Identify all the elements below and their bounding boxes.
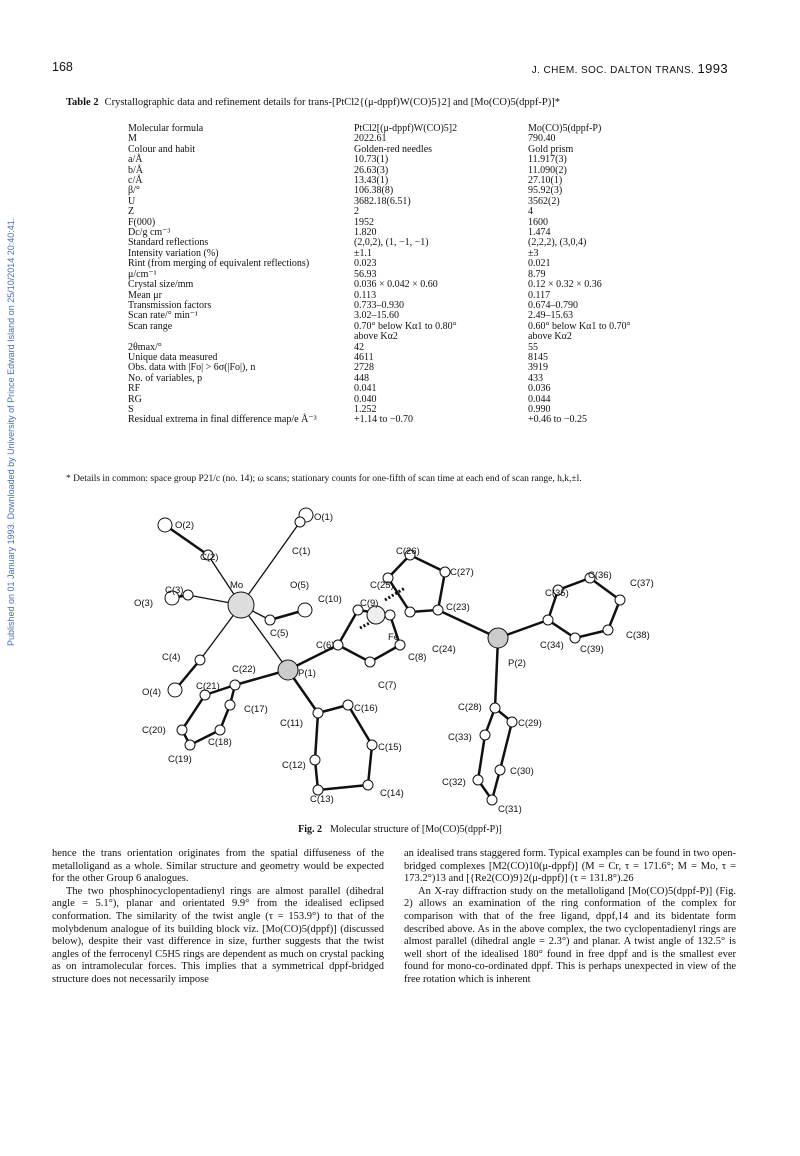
parameter-name: Residual extrema in final difference map/e Å⁻³	[128, 414, 317, 426]
parameter-value: 1.820	[354, 227, 377, 239]
parameter-value: 42	[354, 341, 364, 353]
parameter-value: 13.43(1)	[354, 175, 389, 187]
table-row	[128, 332, 631, 342]
atom-label: P(2)	[508, 658, 526, 669]
parameter-name: Mean μr	[128, 289, 162, 301]
atom-label: C(23)	[446, 602, 470, 613]
parameter-value: 11.917(3)	[528, 154, 567, 166]
parameter-name: Dc/g cm⁻³	[128, 227, 171, 239]
parameter-value: 0.733–0.930	[354, 299, 404, 311]
parameter-value: 1952	[354, 216, 374, 228]
atom-label: C(32)	[442, 777, 466, 788]
body-column-left	[52, 848, 384, 987]
parameter-value: 0.036 × 0.042 × 0.60	[354, 279, 438, 291]
parameter-value: 0.044	[528, 393, 551, 405]
parameter-value: 0.12 × 0.32 × 0.36	[528, 279, 602, 291]
parameter-value: (2,0,2), (1, −1, −1)	[354, 237, 429, 249]
parameter-value: 0.041	[354, 383, 377, 395]
parameter-value: 95.92(3)	[528, 185, 563, 197]
atom-label: O(4)	[142, 687, 161, 698]
atom-label: C(2)	[200, 552, 219, 563]
parameter-value: 0.040	[354, 393, 377, 405]
parameter-value: above Kα2	[354, 331, 398, 343]
parameter-name: M	[128, 133, 137, 145]
table-row	[128, 259, 631, 269]
atom-label: C(17)	[244, 704, 268, 715]
parameter-value: Mo(CO)5(dppf-P)	[528, 123, 602, 134]
download-watermark: Published on 01 January 1993. Downloaded by University of Prince Edward Island on 25/10/2014 20:40:41.	[6, 217, 16, 646]
atom-label: C(36)	[588, 570, 612, 581]
atom-label: C(29)	[518, 718, 542, 729]
parameter-value: 0.70° below Kα1 to 0.80°	[354, 320, 457, 332]
paragraph: hence the trans orientation originates from the spatial diffuseness of the metalloligand as a whole. Similar structure and geometry would be expected for the other Group 6 analogues.	[52, 848, 384, 885]
table-footnote: * Details in common: space group P21/c (no. 14); ω scans; stationary counts for one-fifth of scan time at each end of scan range, h,k,±l.	[66, 474, 582, 484]
atom-label: O(1)	[314, 512, 333, 523]
parameter-value: 790.40	[528, 133, 556, 145]
table-row	[128, 384, 631, 394]
paragraph: An X-ray diffraction study on the metalloligand [Mo(CO)5(dppf-P)] (Fig. 2) allows an examination of the ring conformation of the complex for comparison with that of the free ligand, dppf,14 and its bidentate form described above. As in the above complex, the two cyclopentadienyl rings are almost parallel (dihedral angle = 2.3°) and planar. A twist angle of 132.5° is well short of the idealised 180° found in free dppf and is the smallest ever found for mono-co-ordinated dppf. This is perhaps unexpected in view of the free rotation which is inherent	[404, 885, 736, 985]
atom-label: C(9)	[360, 598, 379, 609]
parameter-name: F(000)	[128, 216, 156, 228]
parameter-value: 8.79	[528, 268, 546, 280]
parameter-name: a/Å	[128, 154, 143, 166]
parameter-name: No. of variables, p	[128, 372, 203, 384]
parameter-value: Gold prism	[528, 143, 574, 155]
figure-caption	[0, 824, 800, 835]
atom-label: O(3)	[134, 598, 153, 609]
table-caption-text: Crystallographic data and refinement details for trans-[PtCl2{(μ-dppf)W(CO)5}2] and [Mo(CO)5(dppf-P)]*	[104, 97, 561, 108]
atom-label: C(10)	[318, 594, 342, 605]
parameter-value: 2728	[354, 362, 374, 374]
parameter-name: Rint (from merging of equivalent reflections)	[128, 258, 310, 270]
parameter-name: Standard reflections	[128, 237, 209, 249]
parameter-value: ±3	[528, 247, 539, 259]
parameter-name: Obs. data with |Fo| > 6σ(|Fo|), n	[128, 362, 256, 374]
parameter-value: +0.46 to −0.25	[528, 414, 588, 426]
parameter-value: 55	[528, 341, 538, 353]
parameter-value: 0.117	[528, 289, 551, 301]
parameter-value: 2.49–15.63	[528, 310, 573, 322]
table-row	[128, 197, 631, 207]
journal-name: J. CHEM. SOC. DALTON TRANS.	[531, 65, 695, 76]
table-row	[128, 415, 631, 425]
atom-label: C(7)	[378, 680, 397, 691]
parameter-name: β/°	[128, 185, 140, 197]
atom-label: C(37)	[630, 578, 654, 589]
journal-year: 1993	[697, 61, 728, 76]
parameter-value: (2,2,2), (3,0,4)	[528, 237, 587, 249]
atom-label: C(19)	[168, 754, 192, 765]
parameter-value: 11.090(2)	[528, 164, 567, 176]
atom-label: C(18)	[208, 737, 232, 748]
parameter-value: ±1.1	[354, 247, 372, 259]
crystallographic-table	[128, 124, 631, 426]
atom-label: C(31)	[498, 804, 522, 815]
paragraph: The two phosphinocyclopentadienyl rings are almost parallel (dihedral angle = 5.1°), planar and orientated 9.9° from the idealised eclipsed conformation. The similarity of the twist angle (τ = 153.9°) to that of the molybdenum analogue of its building block viz. [Mo(CO)5(dppf)] (discussed below), despite their vast difference in size, further suggests that the twist angles of the ferrocenyl C5H5 rings are dependent as much on crystal packing as on intramolecular forces. This implies that a symmetrical dppf-bridged structure does not necessarily impose	[52, 885, 384, 985]
parameter-value: 4611	[354, 351, 374, 363]
parameter-name: μ/cm⁻¹	[128, 268, 157, 280]
atom-label: C(5)	[270, 628, 289, 639]
table-row	[128, 363, 631, 373]
parameter-value: 26.63(3)	[354, 164, 389, 176]
atom-label: Mo	[230, 580, 244, 591]
atom-label: C(15)	[378, 742, 402, 753]
atom-label: C(3)	[165, 585, 184, 596]
parameter-value: PtCl2[(μ-dppf)W(CO)5]2	[354, 123, 458, 134]
parameter-name: 2θmax/°	[128, 341, 162, 353]
parameter-value: 2	[354, 206, 359, 218]
parameter-value: 0.990	[528, 403, 551, 415]
parameter-value: 0.113	[354, 289, 377, 301]
parameter-value: 1.252	[354, 403, 377, 415]
parameter-value: 8145	[528, 351, 548, 363]
atom-label: C(20)	[142, 725, 166, 736]
page-number: 168	[52, 60, 73, 74]
atom-label: C(22)	[232, 664, 256, 675]
table-caption	[66, 97, 746, 108]
atom-label: C(30)	[510, 766, 534, 777]
parameter-value: +1.14 to −0.70	[354, 414, 414, 426]
figure-caption-text: Molecular structure of [Mo(CO)5(dppf-P)]	[329, 824, 502, 835]
parameter-name: Molecular formula	[128, 123, 204, 134]
parameter-name: U	[128, 195, 136, 207]
body-column-right	[404, 848, 736, 987]
parameter-value: 0.023	[354, 258, 377, 270]
parameter-name: S	[128, 403, 134, 415]
parameter-value: Golden-red needles	[354, 143, 433, 155]
parameter-value: 27.10(1)	[528, 175, 563, 187]
parameter-name: Scan rate/° min⁻¹	[128, 310, 199, 322]
atom-label: C(16)	[354, 703, 378, 714]
atom-label: C(11)	[280, 718, 304, 729]
parameter-name	[128, 332, 354, 342]
atom-label: C(6)	[316, 640, 335, 651]
atom-label: C(27)	[450, 567, 474, 578]
table-row	[128, 218, 631, 228]
table-row	[128, 280, 631, 290]
table-row	[128, 395, 631, 405]
atom-label: C(1)	[292, 546, 311, 557]
parameter-name: RF	[128, 383, 141, 395]
atom-label: C(13)	[310, 794, 334, 805]
atom-label: Fe	[388, 632, 400, 643]
parameter-name: Crystal size/mm	[128, 279, 194, 291]
parameter-value: 0.674–0.790	[528, 299, 578, 311]
atom-label: O(2)	[175, 520, 194, 531]
parameter-value: 2022.61	[354, 133, 387, 145]
parameter-value: 1.474	[528, 227, 551, 239]
parameter-value: 106.38(8)	[354, 185, 394, 197]
parameter-name: Z	[128, 206, 135, 218]
parameter-value: 0.60° below Kα1 to 0.70°	[528, 320, 631, 332]
parameter-name: c/Å	[128, 175, 143, 187]
parameter-value: 3919	[528, 362, 548, 374]
molecular-structure-figure	[120, 500, 680, 820]
atom-label: C(25)	[370, 580, 394, 591]
parameter-value: 10.73(1)	[354, 154, 389, 166]
parameter-value: 433	[528, 372, 543, 384]
parameter-value: 3562(2)	[528, 195, 560, 207]
atom-label: C(34)	[540, 640, 564, 651]
atom-label: P(1)	[298, 668, 316, 679]
atom-label: C(8)	[408, 652, 427, 663]
parameter-value: 4	[528, 206, 533, 218]
parameter-value: 0.036	[528, 383, 551, 395]
parameter-value: 448	[354, 372, 369, 384]
atom-label: C(4)	[162, 652, 181, 663]
atom-label: C(26)	[396, 546, 420, 557]
figure-label: Fig. 2	[298, 824, 322, 835]
atom-label: C(28)	[458, 702, 482, 713]
atom-label: C(14)	[380, 788, 404, 799]
atom-label: C(38)	[626, 630, 650, 641]
table-row	[128, 207, 631, 217]
parameter-value: 3.02–15.60	[354, 310, 399, 322]
parameter-value: 3682.18(6.51)	[354, 195, 411, 207]
atom-label: C(21)	[196, 681, 220, 692]
parameter-name: Transmission factors	[128, 299, 212, 311]
atom-label: C(24)	[432, 644, 456, 655]
atom-label: C(33)	[448, 732, 472, 743]
atom-label: C(35)	[545, 588, 569, 599]
atom-label: C(12)	[282, 760, 306, 771]
running-header	[532, 61, 728, 76]
parameter-value: above Kα2	[528, 331, 572, 343]
parameter-name: RG	[128, 393, 142, 405]
parameter-value: 0.021	[528, 258, 551, 270]
parameter-name: b/Å	[128, 164, 143, 176]
parameter-value: 1600	[528, 216, 548, 228]
paragraph: an idealised trans staggered form. Typical examples can be found in two open-bridged complexes [M2(CO)10(μ-dppf)] (M = Cr, τ = 171.6°; M = Mo, τ = 173.2°)13 and [{Re2(CO)9}2(μ-dppf)] (τ = 131.8°).26	[404, 848, 736, 885]
parameter-value: 56.93	[354, 268, 377, 280]
atom-label: O(5)	[290, 580, 309, 591]
table-row	[128, 374, 631, 384]
table-label: Table 2	[66, 97, 99, 108]
parameter-name: Unique data measured	[128, 351, 218, 363]
parameter-name: Scan range	[128, 320, 173, 332]
parameter-name: Colour and habit	[128, 143, 196, 155]
atom-label: C(39)	[580, 644, 604, 655]
parameter-name: Intensity variation (%)	[128, 247, 219, 259]
